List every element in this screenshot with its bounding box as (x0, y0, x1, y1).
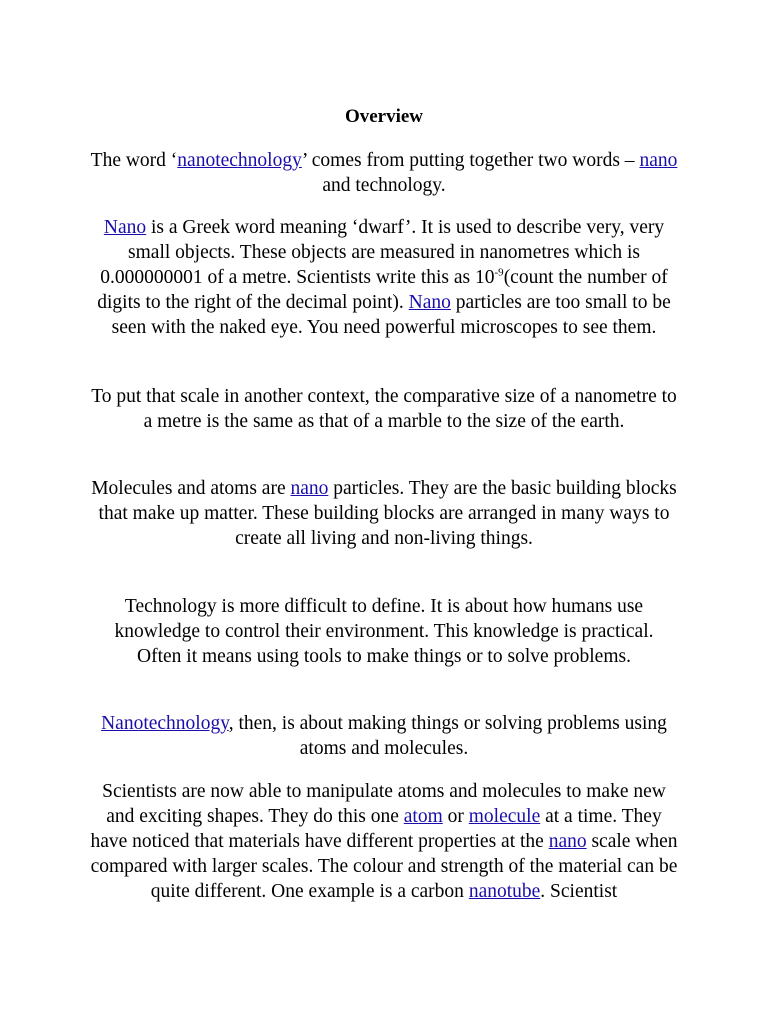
text: . Scientist (540, 881, 618, 902)
link-nanotechnology[interactable]: Nanotechnology (101, 713, 229, 734)
text: particles. They are the basic building blocks that make up matter. These building blocks are arranged in many ways to create all living and non-living things. (98, 478, 677, 549)
exponent: -9 (494, 266, 504, 279)
text: scale when compared with larger scales. The colour and strength of the material can be quite different. One example is a carbon (90, 831, 678, 902)
page-title: Overview (344, 106, 424, 127)
link-nano[interactable]: nano (639, 150, 678, 171)
paragraph-nano-definition (90, 215, 678, 340)
paragraph-scientists (90, 779, 678, 904)
link-nanotube[interactable]: nanotube (468, 881, 541, 902)
text: , then, is about making things or solving problems using atoms and molecules. (228, 713, 667, 759)
paragraph-scale-context (90, 384, 678, 434)
paragraph-molecules-atoms (90, 476, 678, 551)
text: Technology is more difficult to define. It is about how humans use knowledge to control their environment. This knowledge is practical. Often it means using tools to make things or to solve problems. (114, 596, 654, 667)
link-nano[interactable]: nano (290, 478, 329, 499)
link-nano[interactable]: Nano (103, 217, 147, 238)
text: at a time. They have noticed that materials have different properties at the (90, 806, 662, 852)
link-molecule[interactable]: molecule (468, 806, 541, 827)
text: To put that scale in another context, the comparative size of a nanometre to a metre is the same as that of a marble to the size of the earth. (91, 386, 677, 432)
text: ’ comes from putting together two words – (301, 150, 640, 171)
text: Molecules and atoms are (91, 478, 291, 499)
text: The word ‘ (90, 150, 178, 171)
paragraph-word-origin (90, 148, 678, 198)
text: or (442, 806, 469, 827)
link-atom[interactable]: atom (403, 806, 443, 827)
link-nano[interactable]: nano (548, 831, 587, 852)
paragraph-nanotechnology (90, 711, 678, 761)
text: and technology. (322, 175, 446, 196)
link-nanotechnology[interactable]: nanotechnology (177, 150, 302, 171)
text: is a Greek word meaning ‘dwarf’. It is used to describe very, very small objects. These objects are measured in nanometres which is 0.000000001 of a metre. Scientists write this as 10 (100, 217, 665, 288)
text: Scientists are now able to manipulate atoms and molecules to make new and exciting shapes. They do this one (102, 781, 666, 827)
text: particles are too small to be seen with the naked eye. You need powerful microscopes to see them. (111, 292, 671, 338)
text: (count the number of digits to the right of the decimal point). (97, 267, 668, 313)
paragraph-technology (90, 594, 678, 669)
link-nano[interactable]: Nano (408, 292, 451, 313)
